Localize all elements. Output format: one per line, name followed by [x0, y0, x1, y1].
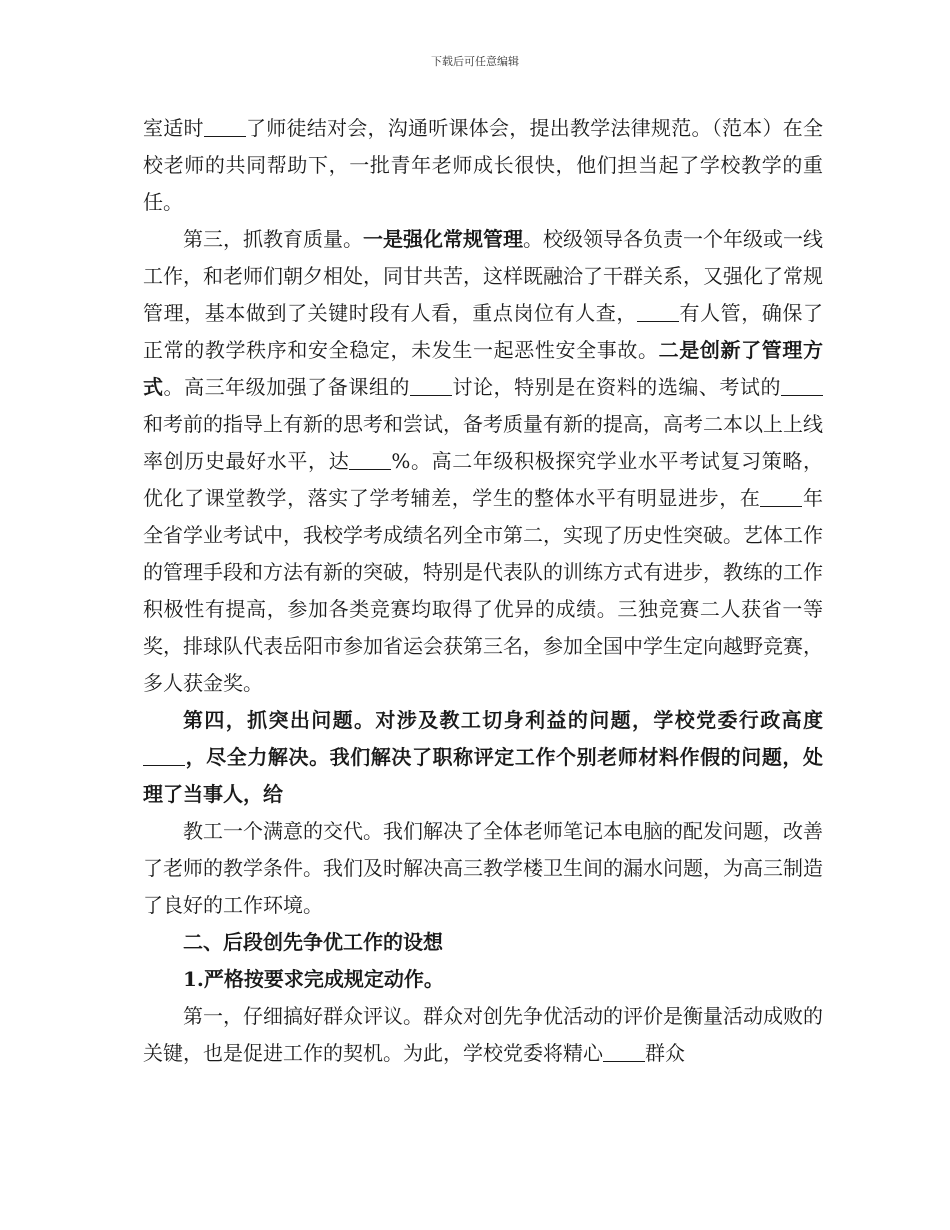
- fill-blank: [760, 486, 802, 507]
- fill-blank: [143, 745, 185, 766]
- fill-blank: [410, 375, 452, 396]
- subsection-heading: 1.严格按要求完成规定动作。: [183, 967, 444, 991]
- section-heading: 二、后段创先争优工作的设想: [183, 930, 443, 954]
- document-body: [143, 110, 823, 1072]
- paragraph-2: 第三，抓教育质量。一是强化常规管理。校级领导各负责一个年级或一线工作，和老师们朝夕相处，同甘共苦，这样既融洽了干群关系，又强化了常规管理，基本做到了关键时段有人看，重点岗位有人查， 有人管，确保了正常的教学秩序和安全稳定，未发生一起恶性安全事故。二是创新了管理方式。高三年级加强了备课组的 讨论，特别是在资料的选编、考试的和考前的指导上有新的思考和尝试，备考质量有新的提高，高考二本以上上线率创历史最好水平，达 %。高二年级积极探究学业水平考试复习策略，优化了课堂教学，落实了学考辅差，学生的整体水平有明显进步，在 年全省学业考试中，我校学考成绩名列全市第二，实现了历史性突破。艺体工作的管理手段和方法有新的突破，特别是代表队的训练方式有进步，教练的工作积极性有提高，参加各类竞赛均取得了优异的成绩。三独竞赛二人获省一等奖，排球队代表岳阳市参加省运会获第三名，参加全国中学生定向越野竞赛，多人获金奖。: [143, 227, 824, 695]
- fill-blank: [781, 375, 823, 396]
- fill-blank: [349, 449, 391, 470]
- fill-blank: [637, 301, 679, 322]
- paragraph-1: 室适时 了师徒结对会，沟通听课体会，提出教学法律规范。（范本）在全校老师的共同帮助下，一批青年老师成长很快，他们担当起了学校教学的重任。: [143, 116, 823, 214]
- paragraph-4: 教工一个满意的交代。我们解决了全体老师笔记本电脑的配发问题，改善了老师的教学条件。我们及时解决高三教学楼卫生间的漏水问题，为高三制造了良好的工作环境。: [143, 819, 823, 917]
- fill-blank: [204, 116, 246, 137]
- page-header: 下载后可任意编辑: [431, 55, 519, 68]
- paragraph-7: 第一，仔细搞好群众评议。群众对创先争优活动的评价是衡量活动成败的关键，也是促进工作的契机。为此，学校党委将精心 群众: [143, 1004, 823, 1065]
- paragraph-3: 第四，抓突出问题。对涉及教工切身利益的问题，学校党委行政高度，尽全力解决。我们解决了职称评定工作个别老师材料作假的问题，处理了当事人，给: [143, 708, 823, 806]
- fill-blank: [603, 1041, 645, 1062]
